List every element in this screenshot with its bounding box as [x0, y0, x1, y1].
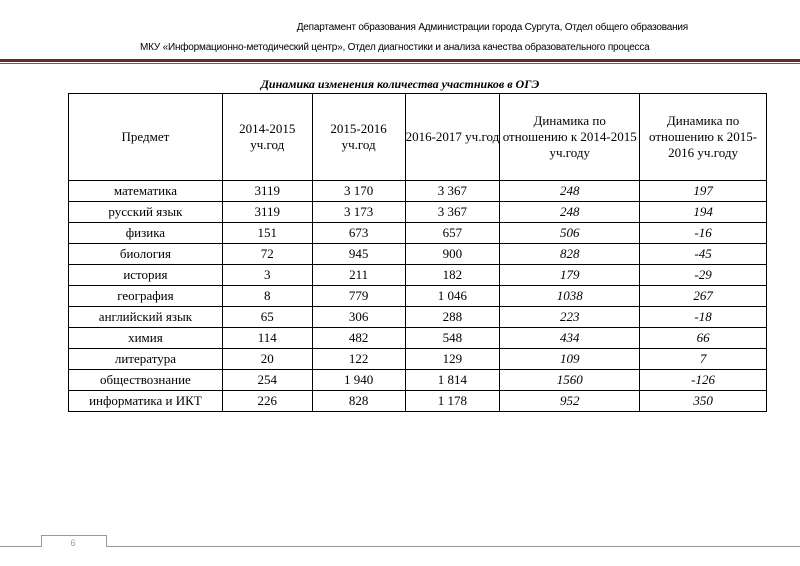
value-cell: 114 — [222, 328, 312, 349]
column-header: 2014-2015 уч.год — [222, 94, 312, 181]
value-cell: 828 — [312, 391, 405, 412]
table-title: Динамика изменения количества участников в ОГЭ — [260, 77, 540, 91]
subject-cell: литература — [69, 349, 223, 370]
value-cell: 129 — [405, 349, 500, 370]
value-cell: 673 — [312, 223, 405, 244]
value-cell: -126 — [640, 370, 767, 391]
column-header: Динамика по отношению к 2015-2016 уч.году — [640, 94, 767, 181]
value-cell: 350 — [640, 391, 767, 412]
value-cell: 1560 — [500, 370, 640, 391]
table-row — [69, 202, 767, 223]
page-number: 6 — [70, 538, 76, 548]
subject-cell: информатика и ИКТ — [69, 391, 223, 412]
value-cell: 945 — [312, 244, 405, 265]
value-cell: 267 — [640, 286, 767, 307]
value-cell: 223 — [500, 307, 640, 328]
value-cell: 182 — [405, 265, 500, 286]
subject-cell: русский язык — [69, 202, 223, 223]
value-cell: -29 — [640, 265, 767, 286]
subject-cell: химия — [69, 328, 223, 349]
header-organization: МКУ «Информационно-методический центр», Отдел диагностики и анализа качества образовательного процесса — [140, 42, 650, 53]
subject-cell: математика — [69, 181, 223, 202]
subject-cell: английский язык — [69, 307, 223, 328]
value-cell: 288 — [405, 307, 500, 328]
column-header: 2015-2016 уч.год — [312, 94, 405, 181]
table-header-row — [69, 94, 767, 181]
header-rule-thin — [0, 63, 800, 64]
header-rule — [0, 59, 800, 62]
table-row — [69, 328, 767, 349]
value-cell: 65 — [222, 307, 312, 328]
subject-cell: физика — [69, 223, 223, 244]
value-cell: 482 — [312, 328, 405, 349]
value-cell: 179 — [500, 265, 640, 286]
value-cell: 3 367 — [405, 181, 500, 202]
header-department: Департамент образования Администрации города Сургута, Отдел общего образования — [296, 22, 688, 33]
value-cell: 248 — [500, 181, 640, 202]
value-cell: 151 — [222, 223, 312, 244]
table-row — [69, 223, 767, 244]
table-row — [69, 286, 767, 307]
value-cell: 7 — [640, 349, 767, 370]
value-cell: 72 — [222, 244, 312, 265]
value-cell: 109 — [500, 349, 640, 370]
value-cell: 657 — [405, 223, 500, 244]
subject-cell: география — [69, 286, 223, 307]
value-cell: 900 — [405, 244, 500, 265]
value-cell: 211 — [312, 265, 405, 286]
value-cell: 226 — [222, 391, 312, 412]
value-cell: -18 — [640, 307, 767, 328]
table-row — [69, 349, 767, 370]
subject-cell: обществознание — [69, 370, 223, 391]
value-cell: 306 — [312, 307, 405, 328]
value-cell: 3 173 — [312, 202, 405, 223]
column-header: Предмет — [69, 94, 223, 181]
value-cell: 3 367 — [405, 202, 500, 223]
value-cell: 194 — [640, 202, 767, 223]
value-cell: 248 — [500, 202, 640, 223]
value-cell: 20 — [222, 349, 312, 370]
value-cell: 3 — [222, 265, 312, 286]
value-cell: 1 814 — [405, 370, 500, 391]
value-cell: -16 — [640, 223, 767, 244]
table-row — [69, 307, 767, 328]
value-cell: -45 — [640, 244, 767, 265]
footer-rule — [0, 546, 800, 547]
subject-cell: биология — [69, 244, 223, 265]
value-cell: 3119 — [222, 181, 312, 202]
value-cell: 1 046 — [405, 286, 500, 307]
value-cell: 3119 — [222, 202, 312, 223]
value-cell: 3 170 — [312, 181, 405, 202]
column-header: Динамика по отношению к 2014-2015 уч.году — [500, 94, 640, 181]
table-row — [69, 391, 767, 412]
table-row — [69, 265, 767, 286]
subject-cell: история — [69, 265, 223, 286]
table-row — [69, 370, 767, 391]
value-cell: 254 — [222, 370, 312, 391]
column-header: 2016-2017 уч.год — [405, 94, 500, 181]
value-cell: 66 — [640, 328, 767, 349]
participants-table — [68, 93, 767, 412]
value-cell: 1 178 — [405, 391, 500, 412]
value-cell: 122 — [312, 349, 405, 370]
value-cell: 548 — [405, 328, 500, 349]
value-cell: 828 — [500, 244, 640, 265]
value-cell: 506 — [500, 223, 640, 244]
table-row — [69, 244, 767, 265]
value-cell: 1038 — [500, 286, 640, 307]
value-cell: 8 — [222, 286, 312, 307]
value-cell: 779 — [312, 286, 405, 307]
value-cell: 434 — [500, 328, 640, 349]
value-cell: 1 940 — [312, 370, 405, 391]
table-row — [69, 181, 767, 202]
value-cell: 197 — [640, 181, 767, 202]
value-cell: 952 — [500, 391, 640, 412]
